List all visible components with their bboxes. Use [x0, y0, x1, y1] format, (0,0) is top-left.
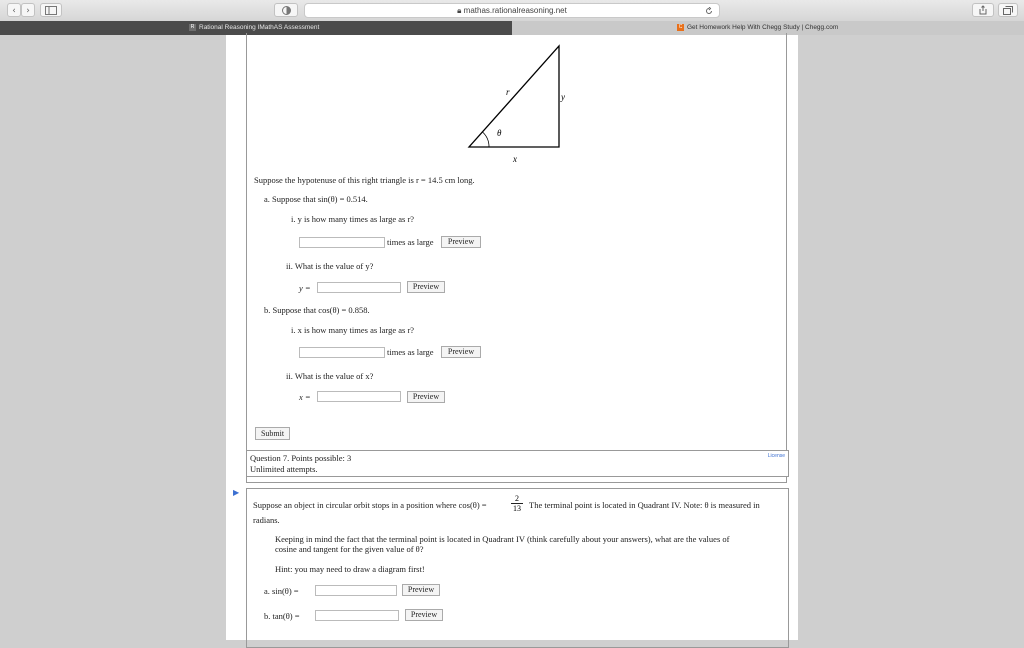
part-a-ii-prefix: y = — [299, 283, 311, 293]
q7-b-label: b. tan(θ) = — [264, 611, 300, 621]
part-a-i-suffix: times as large — [387, 237, 434, 247]
q7-stem-line2: radians. — [253, 515, 280, 525]
hypotenuse-label: r — [506, 87, 510, 97]
part-b-i-input[interactable] — [299, 347, 385, 358]
q7-hint: Hint: you may need to draw a diagram first! — [275, 564, 425, 574]
q7-para-line2: cosine and tangent for the given value of θ? — [275, 544, 424, 554]
fraction-denominator: 13 — [513, 504, 521, 513]
submit-button[interactable]: Submit — [255, 427, 290, 440]
question-6-stem: Suppose the hypotenuse of this right triangle is r = 14.5 cm long. — [254, 175, 475, 185]
current-question-arrow-icon: ▶ — [233, 488, 240, 497]
q7-b-preview-button[interactable]: Preview — [405, 609, 443, 621]
part-a-i-input[interactable] — [299, 237, 385, 248]
fraction-numerator: 2 — [511, 494, 523, 504]
address-bar[interactable] — [304, 3, 720, 18]
sin-theta-input[interactable] — [315, 585, 397, 596]
opposite-label: y — [561, 92, 565, 102]
lock-icon: 🔒︎ — [457, 6, 462, 15]
share-button[interactable] — [972, 3, 994, 17]
x-value-input[interactable] — [317, 391, 401, 402]
angle-theta-label: θ — [497, 128, 502, 138]
shield-icon — [282, 6, 291, 15]
back-button[interactable]: ‹ — [7, 3, 21, 17]
part-b-ii-preview-button[interactable]: Preview — [407, 391, 445, 403]
privacy-button[interactable] — [274, 3, 298, 17]
forward-button[interactable]: › — [21, 3, 35, 17]
reload-icon[interactable] — [705, 7, 713, 15]
q7-stem-start: Suppose an object in circular orbit stops in a position where cos(θ) = — [253, 500, 487, 510]
question-7-box — [246, 488, 789, 648]
y-value-input[interactable] — [317, 282, 401, 293]
part-a-i-preview-button[interactable]: Preview — [441, 236, 481, 248]
question-7-info — [246, 450, 789, 477]
sidebar-button[interactable] — [40, 3, 62, 17]
tabs-icon — [1003, 6, 1013, 15]
q7-stem-end: The terminal point is located in Quadrant IV. Note: θ is measured in — [529, 500, 760, 510]
q7-para-line1: Keeping in mind the fact that the terminal point is located in Quadrant IV (think carefully about your answers), what are the values of — [275, 534, 730, 544]
browser-toolbar — [0, 0, 1024, 22]
part-b-i-suffix: times as large — [387, 347, 434, 357]
adjacent-label: x — [513, 154, 517, 164]
q7-a-preview-button[interactable]: Preview — [402, 584, 440, 596]
part-a-i-label: i. y is how many times as large as r? — [291, 214, 415, 224]
part-b-ii-label: ii. What is the value of x? — [286, 371, 374, 381]
share-icon — [979, 5, 987, 15]
part-b-i-label: i. x is how many times as large as r? — [291, 325, 415, 335]
tab-label: Rational Reasoning IMathAS Assessment — [199, 24, 320, 31]
part-a-label: a. Suppose that sin(θ) = 0.514. — [264, 194, 368, 204]
part-b-ii-prefix: x = — [299, 392, 311, 402]
chegg-favicon-icon: C — [678, 23, 683, 30]
rational-reasoning-favicon-icon: R — [190, 23, 195, 30]
url-text: mathas.rationalreasoning.net — [463, 6, 567, 15]
license-link[interactable]: License — [767, 453, 785, 459]
sidebar-icon — [45, 6, 57, 15]
part-a-ii-preview-button[interactable]: Preview — [407, 281, 445, 293]
part-b-label: b. Suppose that cos(θ) = 0.858. — [264, 305, 370, 315]
cos-fraction — [511, 494, 523, 514]
tabs-button[interactable] — [998, 3, 1018, 17]
q7-a-label: a. sin(θ) = — [264, 586, 299, 596]
attempts-text: Unlimited attempts. — [250, 464, 318, 474]
question-7-header: Question 7. Points possible: 3 — [250, 453, 352, 463]
tan-theta-input[interactable] — [315, 610, 399, 621]
right-triangle-diagram — [457, 41, 657, 171]
question-6-box — [246, 33, 787, 483]
part-b-i-preview-button[interactable]: Preview — [441, 346, 481, 358]
part-a-ii-label: ii. What is the value of y? — [286, 261, 374, 271]
assessment-page — [226, 35, 798, 640]
tab-label: Get Homework Help With Chegg Study | Chegg.com — [687, 24, 839, 31]
